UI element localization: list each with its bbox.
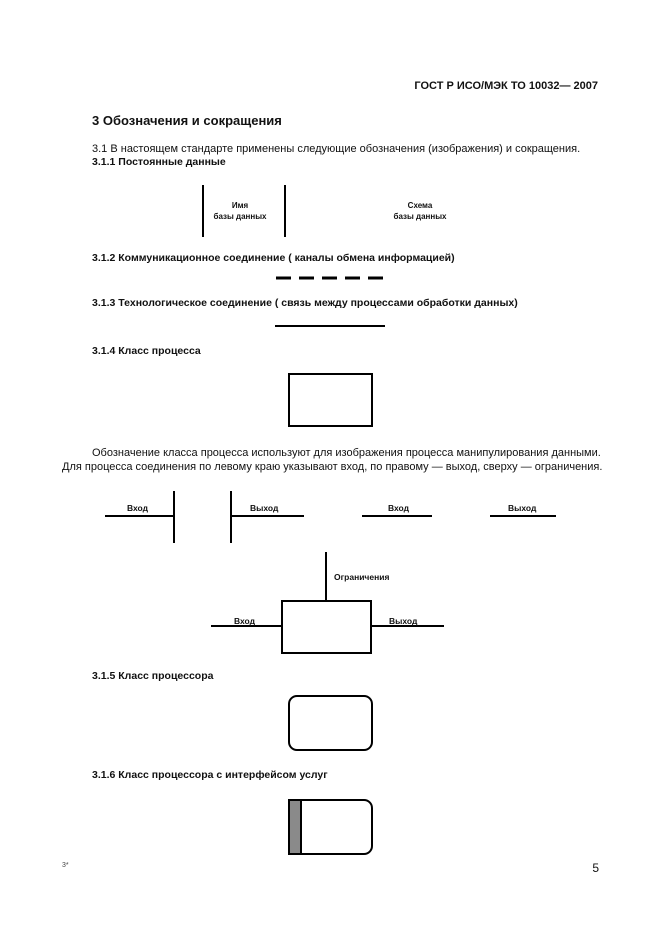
technological-connection-line — [275, 325, 385, 327]
heading-3-1-2: 3.1.2 Коммуникационное соединение ( каналы обмена информацией) — [92, 252, 455, 264]
process-paragraph-line1: Обозначение класса процесса используют для изображения процесса манипулирования данными. — [92, 447, 601, 459]
heading-3-1-6: 3.1.6 Класс процессора с интерфейсом услуг — [92, 769, 328, 781]
constraints-label: Ограничения — [334, 572, 390, 582]
input-label-right: Вход — [388, 503, 410, 513]
heading-3-1-5: 3.1.5 Класс процессора — [92, 670, 214, 682]
document-header: ГОСТ Р ИСО/МЭК ТО 10032— 2007 — [414, 80, 598, 92]
process-with-connections-box — [281, 600, 372, 654]
output-label-right: Выход — [508, 503, 537, 513]
database-name-line1: Имя — [231, 201, 249, 210]
processor-service-interface-box — [288, 799, 373, 855]
heading-3-1-4: 3.1.4 Класс процесса — [92, 345, 201, 357]
heading-3-1-3: 3.1.3 Технологическое соединение ( связь между процессами обработки данных) — [92, 297, 518, 309]
input-label-left: Вход — [127, 503, 149, 513]
heading-3-1-1: 3.1.1 Постоянные данные — [92, 156, 226, 168]
input-line-right — [362, 515, 432, 517]
output-line-left — [230, 515, 304, 517]
process-input-label: Вход — [234, 616, 256, 626]
process-output-label: Выход — [389, 616, 418, 626]
database-schema-label — [388, 200, 452, 222]
communication-connection-dashed-line — [274, 274, 386, 282]
constraints-line — [325, 552, 327, 600]
intro-paragraph: 3.1 В настоящем стандарте применены следующие обозначения (изображения) и сокращения. — [92, 143, 581, 155]
database-schema-line1: Схема — [407, 201, 433, 210]
process-class-box — [288, 373, 373, 427]
output-bar-left — [230, 491, 232, 543]
output-label-left: Выход — [250, 503, 279, 513]
database-separator-bar — [284, 185, 286, 237]
page-number: 5 — [592, 861, 599, 875]
database-left-bar — [202, 185, 204, 237]
processor-class-box — [288, 695, 373, 751]
database-name-label — [210, 200, 270, 222]
input-bar-left — [173, 491, 175, 543]
footer-mark: 3* — [62, 862, 69, 869]
section-title: 3 Обозначения и сокращения — [92, 113, 282, 128]
service-interface-bar — [290, 801, 302, 853]
database-schema-line2: базы данных — [393, 212, 447, 221]
output-line-right — [490, 515, 556, 517]
process-paragraph-line2: Для процесса соединения по левому краю указывают вход, по правому — выход, сверху — ограничения. — [62, 461, 603, 473]
database-name-line2: базы данных — [213, 212, 267, 221]
input-line-left — [105, 515, 175, 517]
